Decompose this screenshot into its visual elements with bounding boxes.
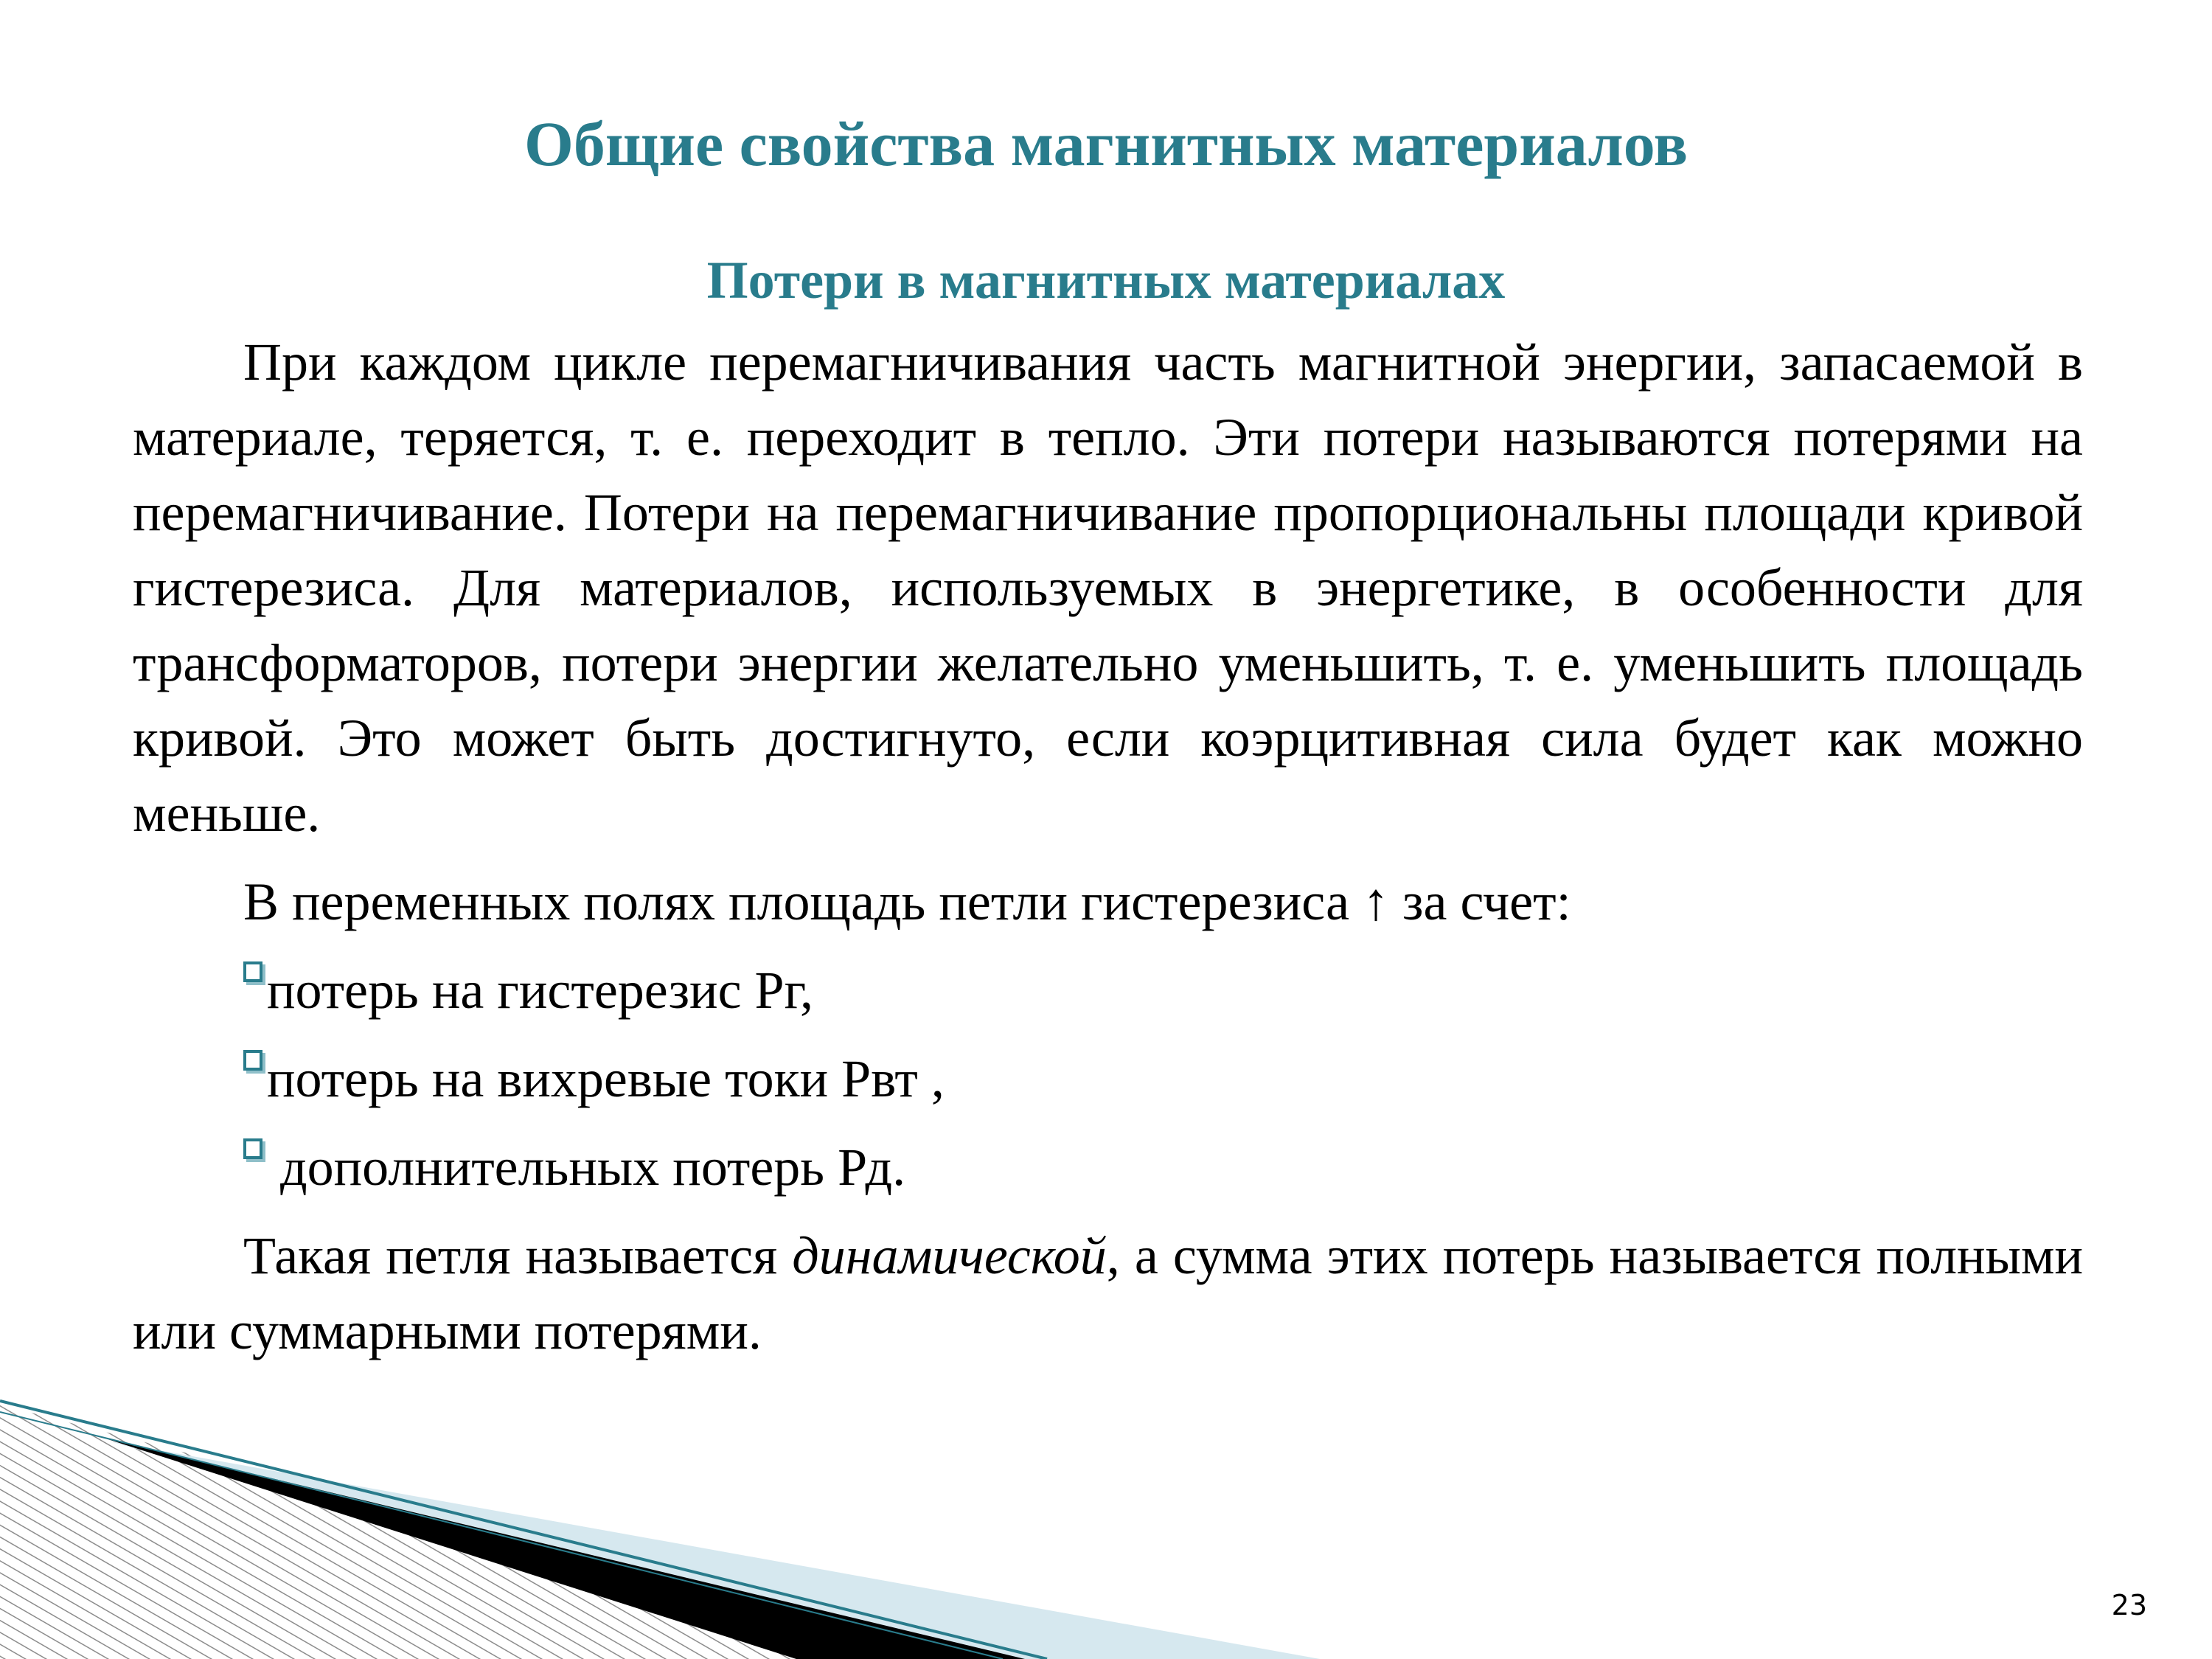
square-bullet-icon bbox=[243, 1138, 267, 1164]
square-bullet-icon bbox=[243, 961, 267, 987]
paragraph-variable-fields: В переменных полях площадь петли гистерезиса ↑ за счет: bbox=[243, 872, 1571, 931]
list-item bbox=[133, 1130, 2083, 1205]
page-number: 23 bbox=[2111, 1589, 2147, 1621]
list-item-label: потерь на вихревые токи Рвт , bbox=[267, 1049, 945, 1108]
list-item bbox=[133, 953, 2083, 1028]
list-item-label: потерь на гистерезис Рг, bbox=[267, 961, 813, 1020]
paragraph-dynamic-loop bbox=[133, 1218, 2083, 1368]
term-dynamic: динамической bbox=[792, 1226, 1107, 1285]
list-item-label: дополнительных потерь Рд. bbox=[267, 1138, 906, 1197]
paragraph-dynamic-loop-start: Такая петля называется bbox=[243, 1226, 793, 1285]
paragraph-losses-intro: При каждом цикле перемагничивания часть магнитной энергии, запасаемой в материале, теряется, т. е. переходит в тепло. Эти потери называются потерями на перемагничивание. Потери на перемагничивание пропорциональны площади кривой гистерезиса. Для материалов, используемых в энергетике, в особенности для трансформаторов, потери энергии желательно уменьшить, т. е. уменьшить площадь кривой. Это может быть достигнуто, если коэрцитивная сила будет как можно меньше. bbox=[133, 333, 2083, 843]
list-item bbox=[133, 1041, 2083, 1116]
paragraph-dynamic-loop-end: , а сумма этих потерь называется полными или суммарными потерями. bbox=[133, 1226, 2083, 1360]
square-bullet-icon bbox=[243, 1050, 267, 1075]
body-text bbox=[133, 324, 2083, 1368]
slide-title: Общие свойства магнитных материалов bbox=[524, 108, 1688, 179]
slide-subtitle: Потери в магнитных материалах bbox=[706, 251, 1506, 310]
